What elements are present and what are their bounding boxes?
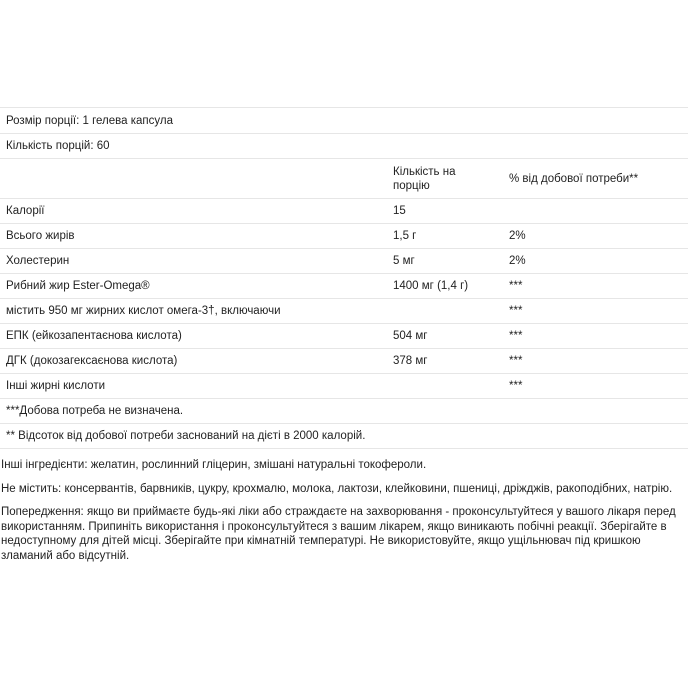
- warning-text: Попередження: якщо ви приймаєте будь-які ліки або страждаєте на захворювання - проконсультуйтеся у вашого лікаря перед використанням. Припиніть використання і проконсультуйтеся з вашим лікарем, якщо виникають побічні реакції. Зберігайте в недоступному для дітей місці. Зберігайте при кімнатній температурі. Не використовуйте, якщо ущільнювач під кришкою зламаний або відсутній.: [1, 506, 676, 562]
- nutrient-name: ЕПК (ейкозапентаєнова кислота): [6, 330, 182, 342]
- serving-size-row: [0, 107, 688, 133]
- nutrient-amount: 1400 мг (1,4 г): [393, 280, 469, 292]
- table-row: [0, 273, 688, 298]
- servings-row: [0, 133, 688, 158]
- nutrient-amount: 1,5 г: [393, 230, 417, 242]
- footnote-row: [0, 423, 688, 449]
- nutrient-name: Холестерин: [6, 255, 70, 267]
- nutrient-daily-value: 2%: [509, 255, 526, 267]
- nutrient-daily-value: ***: [509, 305, 523, 317]
- other-ingredients: Інші інгредієнти: желатин, рослинний гліцерин, змішані натуральні токофероли.: [1, 459, 427, 471]
- free-of-statement: Не містить: консервантів, барвників, цукру, крохмалю, молока, лактози, клейковини, пшениці, дріжджів, ракоподібних, натрію.: [1, 482, 673, 495]
- table-row: [0, 223, 688, 248]
- nutrient-name: Інші жирні кислоти: [6, 380, 106, 392]
- nutrient-daily-value: ***: [509, 355, 523, 367]
- table-row: [0, 348, 688, 373]
- table-row: [0, 323, 688, 348]
- nutrient-name: Всього жирів: [6, 230, 75, 242]
- nutrient-amount: 5 мг: [393, 255, 415, 267]
- nutrient-daily-value: ***: [509, 280, 523, 292]
- table-row: [0, 373, 688, 398]
- nutrient-daily-value: ***: [509, 330, 523, 342]
- nutrient-amount: 378 мг: [393, 355, 428, 367]
- nutrient-amount: 504 мг: [393, 330, 428, 342]
- table-row: [0, 298, 688, 323]
- serving-size: Розмір порції: 1 гелева капсула: [6, 114, 173, 127]
- nutrient-amount: 15: [393, 205, 406, 217]
- table-row: [0, 248, 688, 273]
- footnote-row: [0, 398, 688, 423]
- servings-per-container: Кількість порцій: 60: [6, 140, 110, 152]
- product-notes: [0, 458, 684, 563]
- table-row: [0, 198, 688, 223]
- supplement-facts-table: [0, 107, 688, 449]
- daily-value-header: % від добової потреби**: [509, 172, 639, 185]
- nutrient-name: Рибний жир Ester-Omega®: [6, 280, 150, 292]
- nutrient-name: Калорії: [6, 205, 45, 217]
- nutrient-name: ДГК (докозагексаєнова кислота): [6, 355, 178, 367]
- amount-header: Кількість на порцію: [393, 165, 456, 192]
- nutrient-daily-value: 2%: [509, 230, 526, 242]
- nutrient-name: містить 950 мг жирних кислот омега-3†, включаючи: [6, 305, 281, 317]
- nutrient-daily-value: ***: [509, 380, 523, 392]
- footnote-dv-not-established: ***Добова потреба не визначена.: [6, 405, 184, 417]
- footnote-dv-basis: ** Відсоток від добової потреби заснований на дієті в 2000 калорій.: [6, 430, 366, 442]
- table-header-row: [0, 158, 688, 198]
